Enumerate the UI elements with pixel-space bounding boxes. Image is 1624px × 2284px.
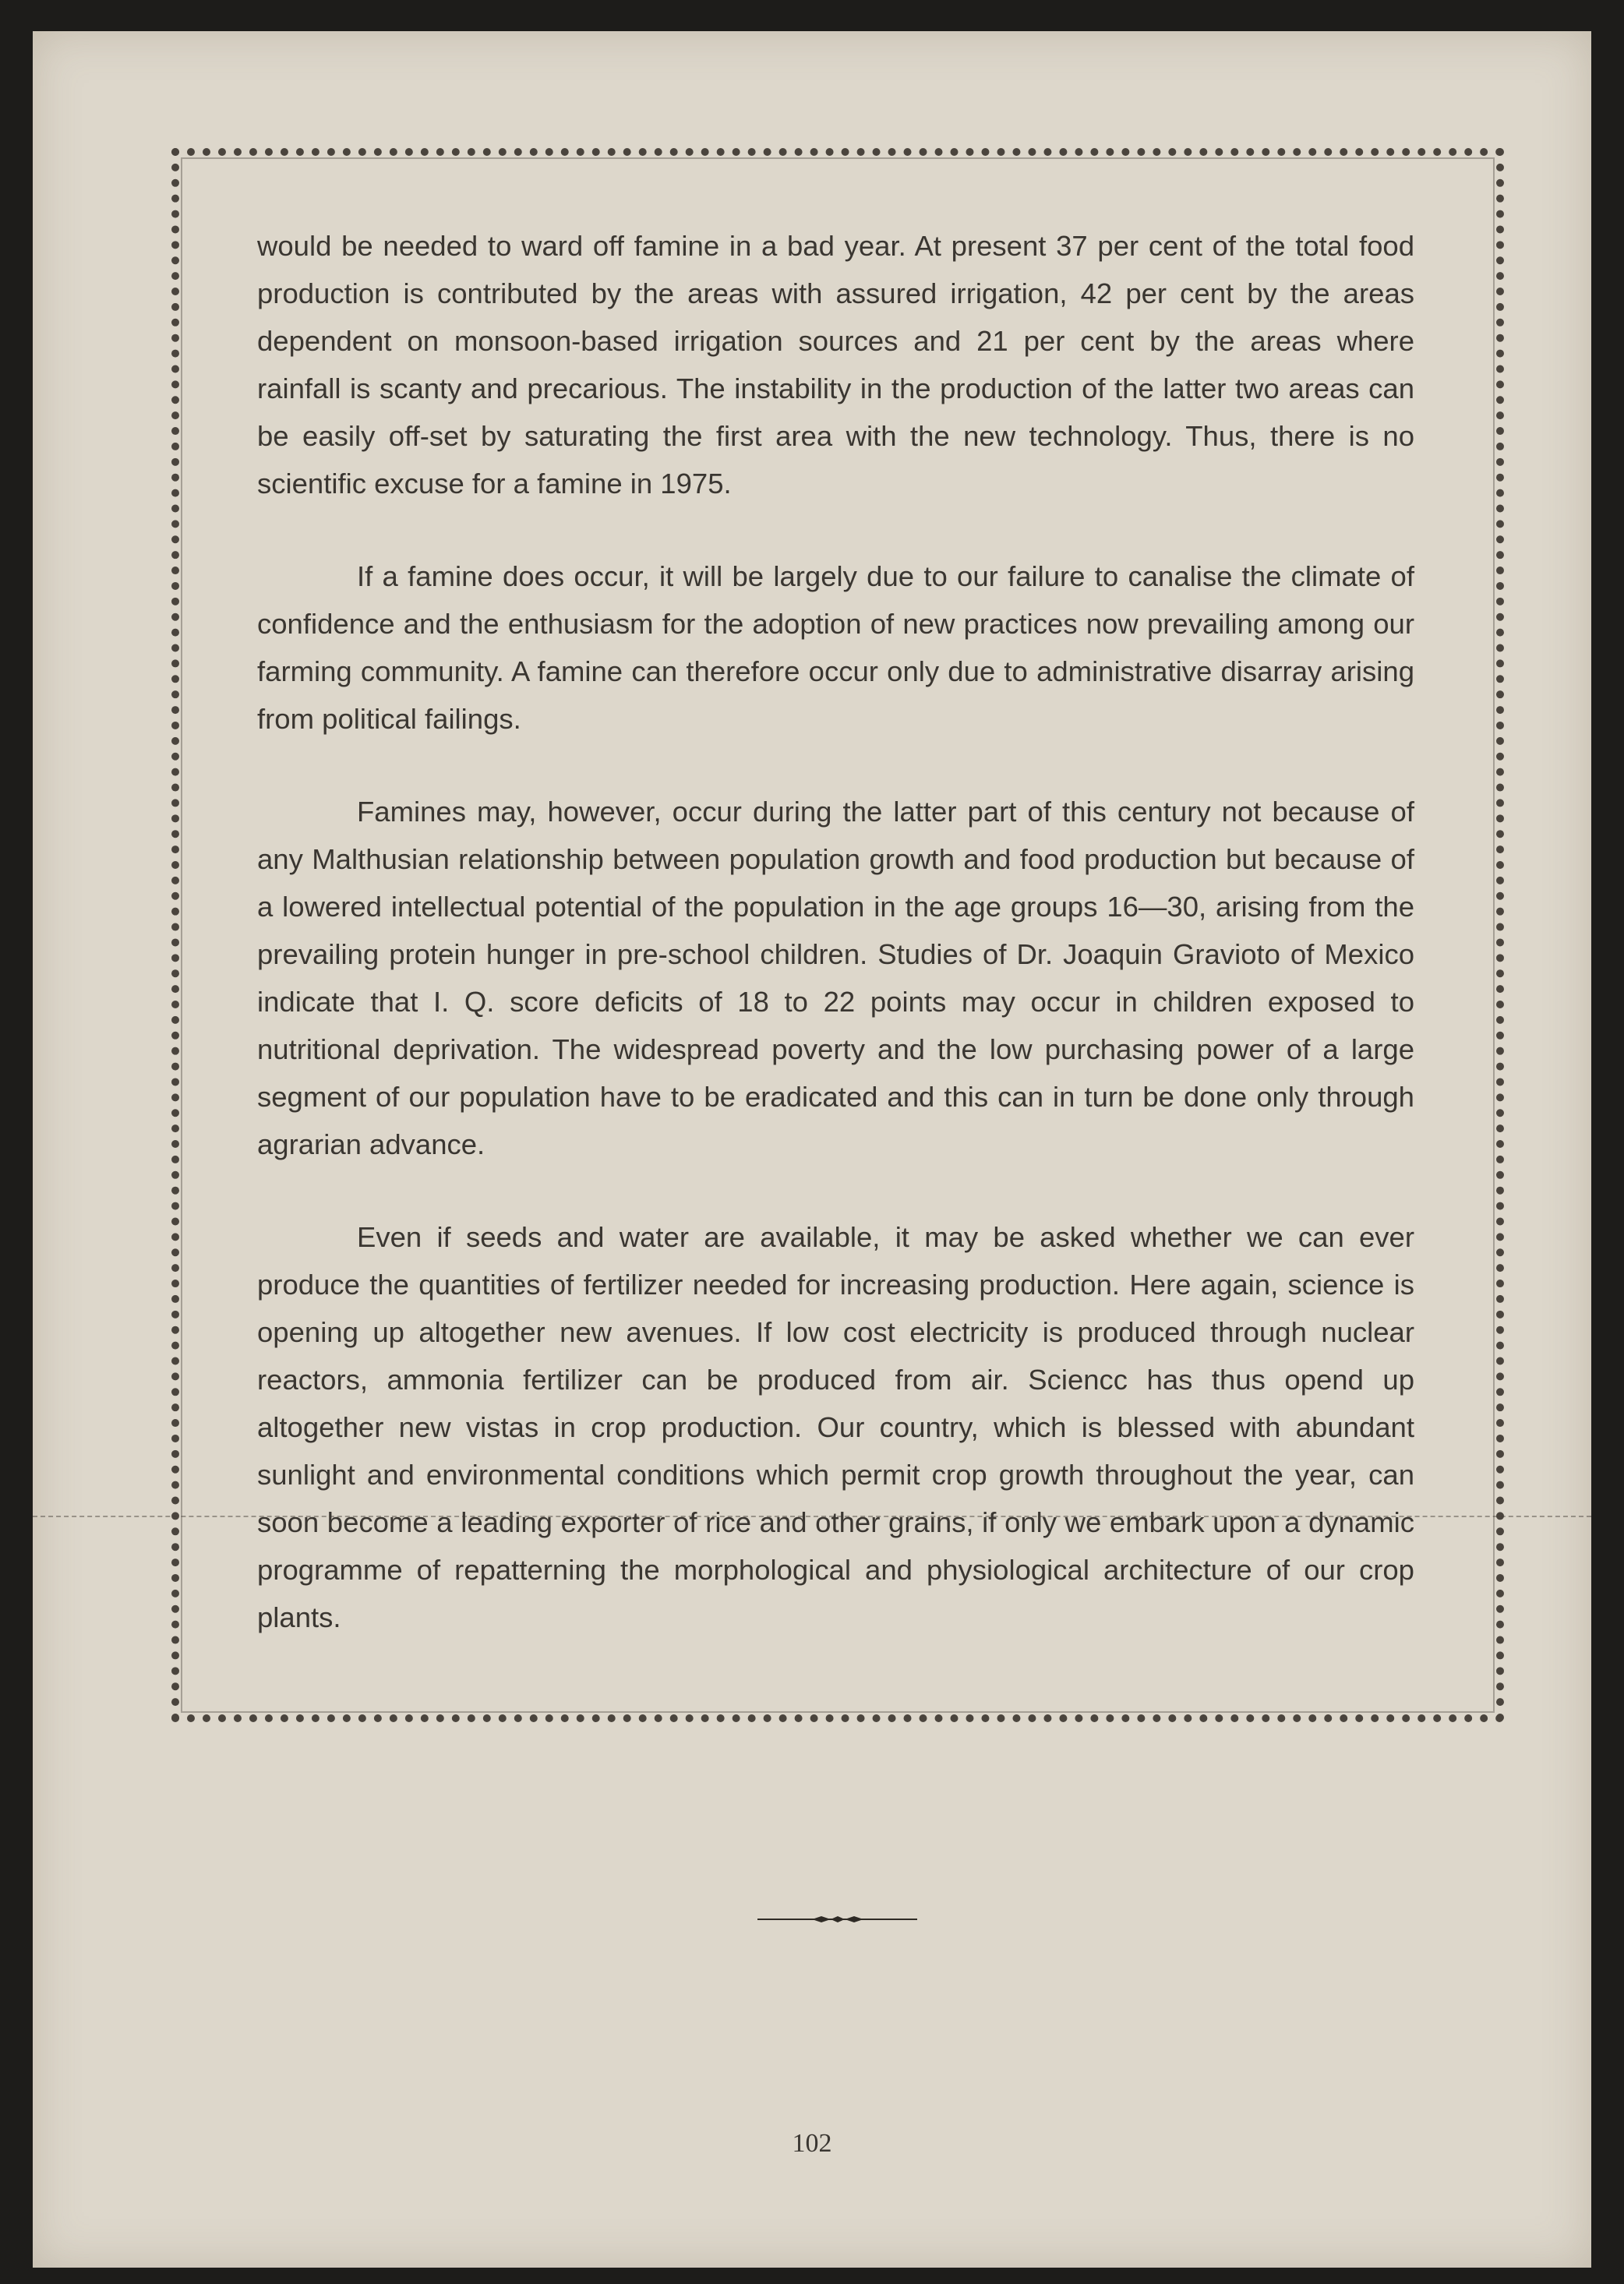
paragraph-3: Famines may, however, occur during the latter part of this century not because of any Malthusian relationship between population growth and food production but because of a lowered intellectual potential of the population in the age groups 16—30, arising from the prevailing protein hunger in pre-school children. Studies of Dr. Joaquin Gravioto of Mexico indicate that I. Q. score deficits of 18 to 22 points may occur in children exposed to nutritional deprivation. The widespread poverty and the low purchasing power of a large segment of our population have to be eradicated and this can in turn be done only through agrarian advance.	[257, 796, 1414, 1160]
page-number: 102	[792, 2129, 832, 2158]
paragraph-1: would be needed to ward off famine in a bad year. At present 37 per cent of the total food production is contributed by the areas with assured irrigation, 42 per cent by the areas dependent on monsoon-based irrigation sources and 21 per cent by the areas where rainfall is scanty and precarious. The instability in the production of the latter two areas can be easily off-set by saturating the first area with the new technology. Thus, there is no scientific excuse for a famine in 1975.	[257, 230, 1414, 500]
body-text	[257, 222, 1414, 1686]
paragraph-4: Even if seeds and water are available, it may be asked whether we can ever produce the quantities of fertilizer needed for increasing production. Here again, science is opening up altogether new avenues. If low cost electricity is produced through nuclear reactors, ammonia fertilizer can be produced from air. Sciencc has thus opend up altogether new vistas in crop production. Our country, which is blessed with abundant sunlight and environmental conditions which permit crop growth throughout the year, can soon become a leading exporter of rice and other grains, if only we embark upon a dynamic programme of repatterning the morphological and physiological architecture of our crop plants.	[257, 1221, 1414, 1633]
paragraph-2: If a famine does occur, it will be largely due to our failure to canalise the climate of confidence and the enthusiasm for the adoption of new practices now prevailing among our farming community. A famine can therefore occur only due to administrative disarray arising from political failings.	[257, 560, 1414, 735]
end-ornament	[757, 1915, 917, 1923]
